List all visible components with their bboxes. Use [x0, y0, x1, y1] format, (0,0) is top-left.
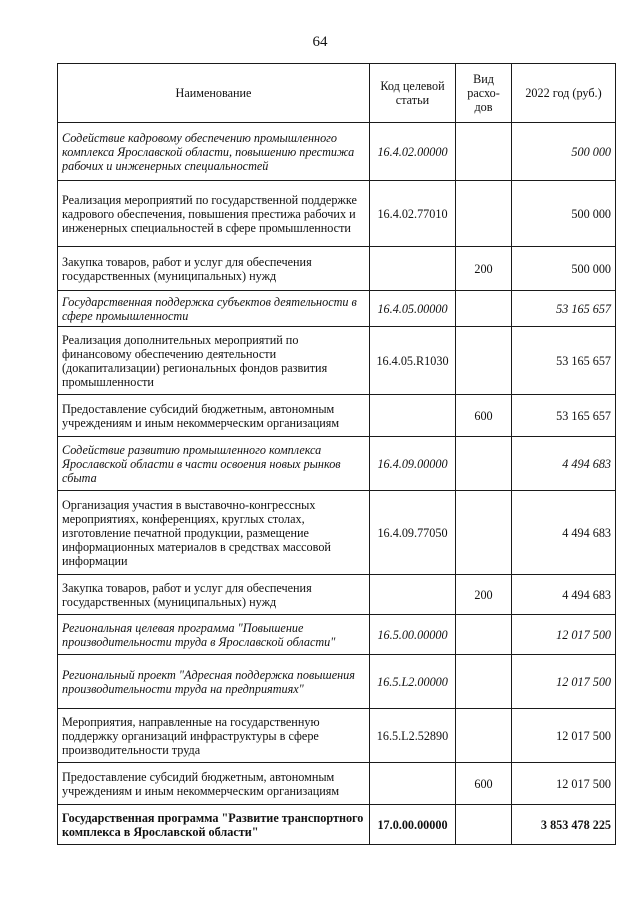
table-row [58, 763, 616, 805]
row-code: 16.5.00.00000 [370, 615, 456, 655]
budget-table [57, 63, 616, 845]
row-vid [456, 709, 512, 763]
table-row [58, 805, 616, 845]
row-vid: 200 [456, 247, 512, 291]
row-vid [456, 805, 512, 845]
row-vid [456, 615, 512, 655]
row-name: Содействие развитию промышленного комплекса Ярославской области в части освоения новых рынков сбыта [58, 437, 370, 491]
row-vid [456, 327, 512, 395]
row-code [370, 247, 456, 291]
row-name: Предоставление субсидий бюджетным, автономным учреждениям и иным некоммерческим организациям [58, 395, 370, 437]
row-code: 16.4.02.77010 [370, 181, 456, 247]
header-name: Наименование [58, 64, 370, 123]
header-code: Код целевой статьи [370, 64, 456, 123]
table-row [58, 123, 616, 181]
row-vid: 200 [456, 575, 512, 615]
row-amount: 500 000 [512, 123, 616, 181]
table-row [58, 575, 616, 615]
row-name: Содействие кадровому обеспечению промышленного комплекса Ярославской области, повышению престижа рабочих и инженерных специальностей [58, 123, 370, 181]
table-row [58, 437, 616, 491]
row-code: 16.5.L2.52890 [370, 709, 456, 763]
row-amount: 12 017 500 [512, 615, 616, 655]
row-vid [456, 181, 512, 247]
row-name: Региональная целевая программа "Повышение производительности труда в Ярославской области" [58, 615, 370, 655]
table-row [58, 181, 616, 247]
row-amount: 53 165 657 [512, 291, 616, 327]
table-row [58, 615, 616, 655]
row-name: Организация участия в выставочно-конгрессных мероприятиях, конференциях, круглых столах, изготовление печатной продукции, размещение информационных материалов в средствах массовой информации [58, 491, 370, 575]
row-vid [456, 655, 512, 709]
page-number: 64 [312, 34, 328, 50]
row-amount: 4 494 683 [512, 575, 616, 615]
row-code [370, 395, 456, 437]
table-row [58, 291, 616, 327]
row-name: Реализация мероприятий по государственной поддержке кадрового обеспечения, повышения престижа рабочих и инженерных специальностей в сфере промышленности [58, 181, 370, 247]
row-name: Государственная поддержка субъектов деятельности в сфере промышленности [58, 291, 370, 327]
table-row [58, 655, 616, 709]
row-amount: 4 494 683 [512, 437, 616, 491]
row-amount: 500 000 [512, 247, 616, 291]
row-code [370, 763, 456, 805]
row-vid [456, 123, 512, 181]
row-code: 16.4.05.R1030 [370, 327, 456, 395]
table-header-row [58, 64, 616, 123]
row-name: Предоставление субсидий бюджетным, автономным учреждениям и иным некоммерческим организациям [58, 763, 370, 805]
row-vid [456, 437, 512, 491]
header-amount: 2022 год (руб.) [512, 64, 616, 123]
row-amount: 53 165 657 [512, 327, 616, 395]
table-row [58, 247, 616, 291]
row-name: Государственная программа "Развитие транспортного комплекса в Ярославской области" [58, 805, 370, 845]
row-amount: 53 165 657 [512, 395, 616, 437]
row-code: 16.4.05.00000 [370, 291, 456, 327]
row-vid [456, 291, 512, 327]
row-amount: 12 017 500 [512, 655, 616, 709]
row-code: 16.5.L2.00000 [370, 655, 456, 709]
row-name: Закупка товаров, работ и услуг для обеспечения государственных (муниципальных) нужд [58, 575, 370, 615]
row-code: 16.4.02.00000 [370, 123, 456, 181]
table-row [58, 491, 616, 575]
row-code: 16.4.09.00000 [370, 437, 456, 491]
row-code [370, 575, 456, 615]
row-name: Реализация дополнительных мероприятий по финансовому обеспечению деятельности (докапитализации) региональных фондов развития промышленности [58, 327, 370, 395]
row-amount: 4 494 683 [512, 491, 616, 575]
row-code: 16.4.09.77050 [370, 491, 456, 575]
header-vid: Вид расхо-дов [456, 64, 512, 123]
row-vid [456, 491, 512, 575]
row-name: Региональный проект "Адресная поддержка повышения производительности труда на предприятиях" [58, 655, 370, 709]
table-row [58, 327, 616, 395]
row-amount: 3 853 478 225 [512, 805, 616, 845]
row-vid: 600 [456, 395, 512, 437]
row-amount: 12 017 500 [512, 763, 616, 805]
row-name: Мероприятия, направленные на государственную поддержку организаций инфраструктуры в сфере производительности труда [58, 709, 370, 763]
row-name: Закупка товаров, работ и услуг для обеспечения государственных (муниципальных) нужд [58, 247, 370, 291]
row-code: 17.0.00.00000 [370, 805, 456, 845]
table-row [58, 709, 616, 763]
row-amount: 12 017 500 [512, 709, 616, 763]
row-vid: 600 [456, 763, 512, 805]
table-row [58, 395, 616, 437]
row-amount: 500 000 [512, 181, 616, 247]
